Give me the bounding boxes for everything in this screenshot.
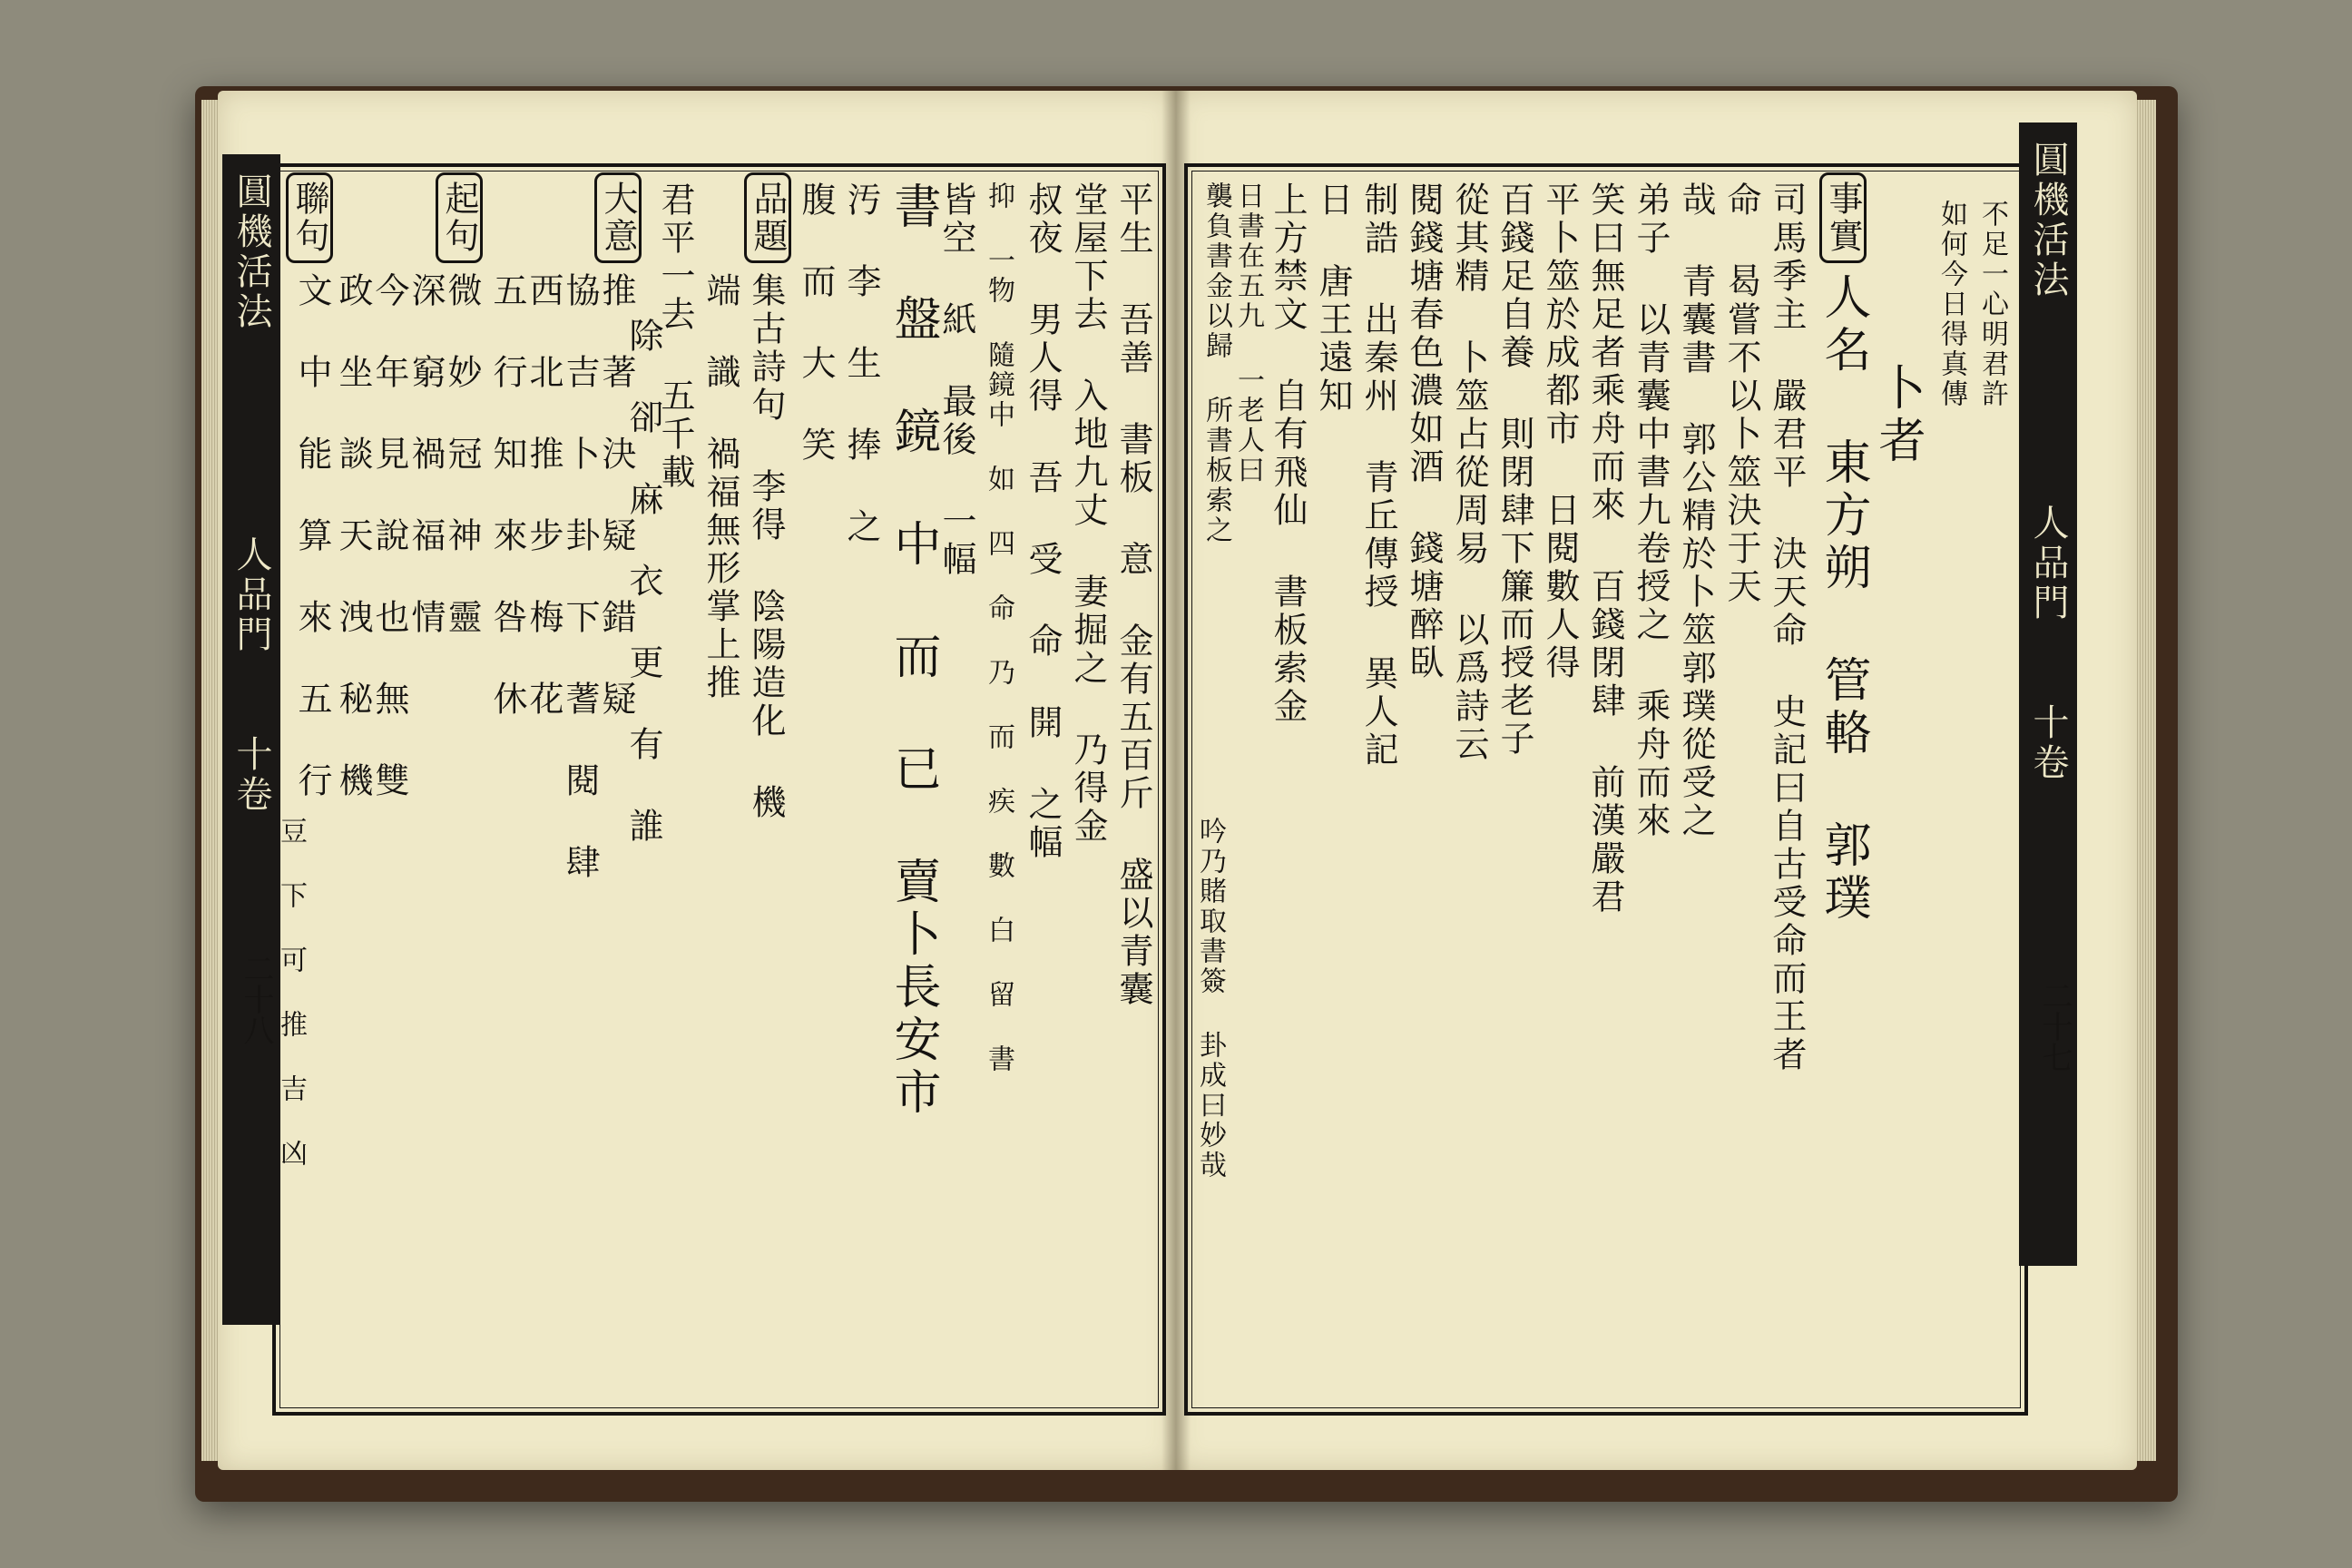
label-lianju: 聯句: [286, 172, 333, 263]
text-column: 上方禁文 自有飛仙 書板索金: [1268, 181, 1308, 726]
text-column: 皆空 紙 最後 一幅: [936, 181, 976, 579]
text-column: 從其精 卜筮占從周易 以爲詩云: [1449, 181, 1489, 764]
right-header-volume: 十卷: [2027, 703, 2069, 783]
text-column: 腹 而 大 笑: [796, 181, 836, 465]
text-column: 叔夜 男人得 吾 受 命 開 之幅: [1023, 181, 1063, 862]
text-column: 今 年 見 說 也 無 雙: [369, 272, 409, 800]
left-header-title: 圓機活法: [230, 172, 272, 332]
text-column: 日 唐王遠知: [1313, 181, 1353, 416]
text-column: 書 盤 鏡 中 而 已 賣卜長安市: [886, 181, 940, 1120]
right-header-title: 圓機活法: [2027, 141, 2069, 300]
right-page-number: 二十七: [2036, 980, 2073, 1073]
subheading-diviner: 卜者: [1870, 363, 1925, 468]
right-page-sidebar: [2019, 122, 2077, 1266]
intro-line-2: 如何今日得真傳: [1936, 200, 1967, 409]
text-column: 平卜筮於成都市 日閱數人得: [1540, 181, 1580, 682]
text-column: 豆 下 可 推 吉 凶: [275, 817, 307, 1169]
text-column: 襲負書金以歸 所書板索之: [1200, 181, 1232, 545]
text-column: 協 吉 卜 卦 下 蓍 閱 肆: [560, 272, 600, 882]
text-column: 笑曰無足者乘舟而來 百錢閉肆 前漢嚴君: [1585, 181, 1625, 916]
text-column: 推 著 決 疑 錯 疑: [596, 272, 636, 719]
text-column: 深 窮 禍 福 情: [406, 272, 446, 637]
right-header-section: 人品門: [2027, 504, 2069, 623]
text-column: 人名 東方朔 管輅 郭璞: [1816, 272, 1870, 926]
section-label-facts: 事實: [1819, 172, 1867, 263]
text-column: 堂屋下去 入地九丈 妻掘之 乃得金: [1068, 181, 1108, 846]
text-column: 端 識 禍福無形掌上推: [701, 272, 740, 702]
label-dayi: 大意: [594, 172, 642, 263]
left-page-number: 二十八: [238, 953, 274, 1045]
intro-line-1: 不足一心明君許: [1976, 200, 2008, 409]
text-column: 政 坐 談 天 洩 秘 機: [333, 272, 373, 800]
text-column: 抑 一物 隨鏡中 如 四 命 乃 而 疾 數 白 留 書: [983, 181, 1014, 1074]
text-column: 集古詩句 李得 陰陽造化 機: [746, 272, 786, 822]
text-column: 百錢足自養 則閉肆下簾而授老子: [1494, 181, 1534, 759]
text-column: 五 行 知 來 咎 休: [487, 272, 527, 719]
text-column: 吟乃賭取書簽 卦成曰妙哉: [1194, 817, 1226, 1181]
text-column: 西 北 推 步 梅 花: [524, 272, 564, 719]
text-column: 閱錢塘春色濃如酒 錢塘醉臥: [1404, 181, 1444, 682]
label-pinti: 品題: [744, 172, 791, 263]
text-column: 微 妙 冠 神 靈: [442, 272, 482, 637]
left-header-section: 人品門: [230, 535, 272, 655]
text-column: 除 卻 麻 衣 更 有 誰: [623, 318, 663, 846]
text-column: 文 中 能 算 來 五 行: [292, 272, 332, 800]
text-column: 制誥 出秦州 青丘傳授 異人記: [1358, 181, 1398, 769]
text-column: 哉 青囊書 郭公精於卜筮郭璞從受之: [1676, 181, 1716, 840]
text-column: 弟子 以青囊中書九卷授之 乘舟而來: [1631, 181, 1671, 840]
text-column: 命 曷嘗不以卜筮決于天: [1721, 181, 1761, 606]
label-qiju: 起句: [436, 172, 483, 263]
left-page-sidebar: [222, 154, 280, 1325]
text-column: 平生 吾善 書板 意 金有五百斤 盛以青囊: [1113, 181, 1153, 1009]
text-column: 君平一去 五千載: [655, 181, 695, 492]
text-column: 司馬季主 嚴君平 決天命 史記曰自古受命而王者: [1767, 181, 1807, 1074]
text-column: 日書在五九 一老人曰: [1232, 181, 1264, 485]
text-column: 汚 李 生 捧 之: [841, 181, 881, 546]
left-header-volume: 十卷: [230, 735, 272, 815]
